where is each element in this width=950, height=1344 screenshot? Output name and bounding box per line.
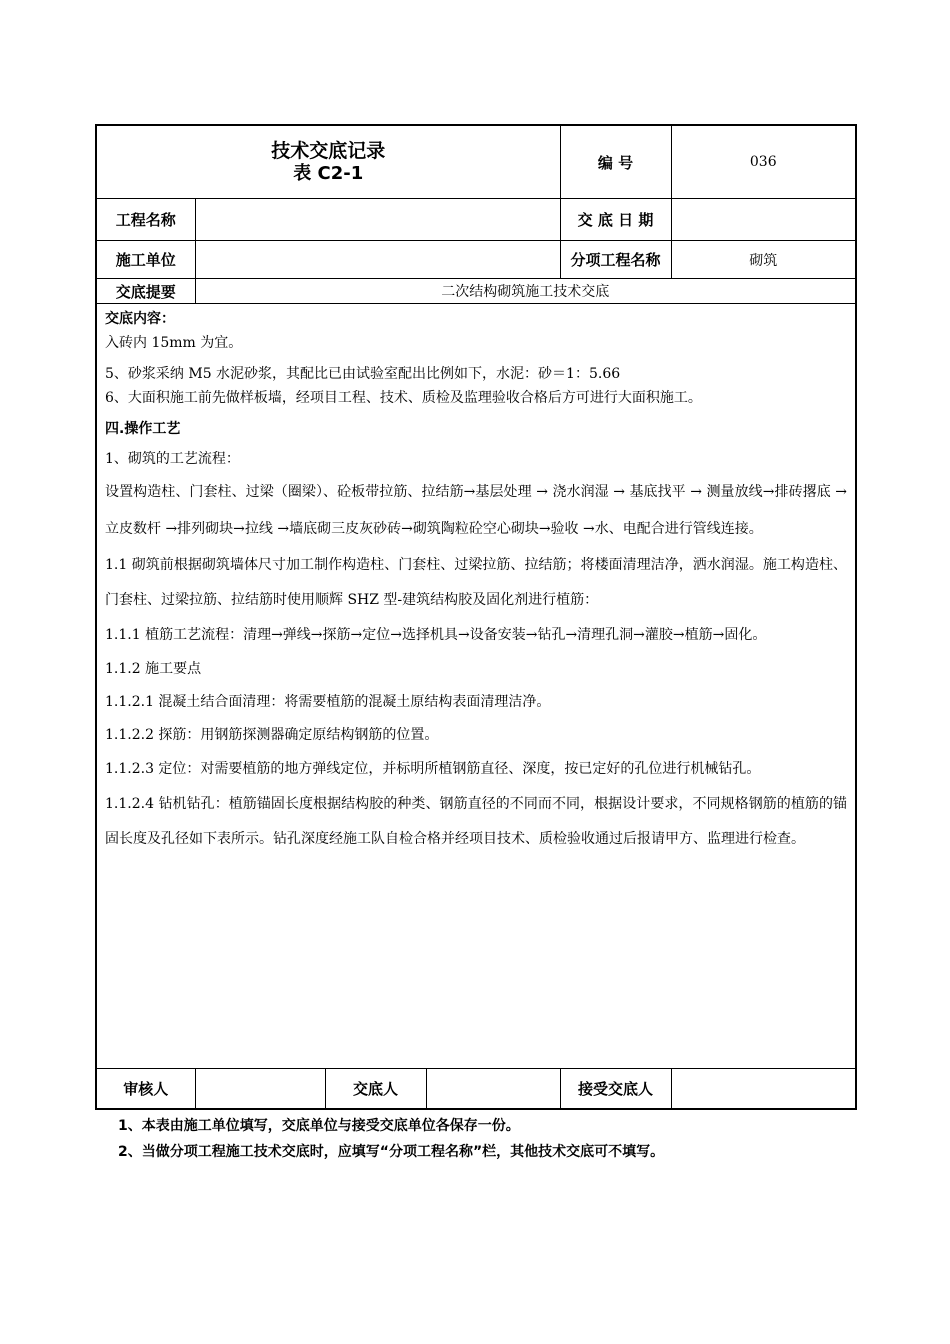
content-paragraph: 5、砂浆采纳 M5 水泥砂浆，其配比已由试验室配出比例如下，水泥：砂＝1：5.66 [105,366,621,382]
date-label: 交 底 日 期 [560,199,671,241]
reviewer-field[interactable] [195,1069,325,1109]
content-paragraph: 1.1.2.4 钻机钻孔：植筋锚固长度根据结构胶的种类、钢筋直径的不同而不同，根据设计要求，不同规格钢筋的植筋的锚固长度及孔径如下表所示。钻孔深度经施工队自检合格并经项目技术、质检验收通过后报请甲方、监理进行检查。 [105,796,848,847]
content-paragraph: 1.1.2.1 混凝土结合面清理：将需要植筋的混凝土原结构表面清理洁净。 [105,694,551,710]
receiver-label: 接受交底人 [560,1069,671,1109]
content-paragraph: 1.1.2.3 定位：对需要植筋的地方弹线定位，并标明所植钢筋直径、深度，按已定好的孔位进行机械钻孔。 [105,761,761,777]
content-cell[interactable] [96,304,856,1069]
content-paragraph: 设置构造柱、门套柱、过梁（圈梁）、砼板带拉筋、拉结筋→基层处理 → 浇水润湿 → 基底找平 → 测量放线→排砖撂底 → 立皮数杆 →排列砌块→拉线 →墙底砌三皮灰砂砖→砌筑陶粒砼空心砌块→验收 →水、电配合进行管线连接。 [105,484,848,537]
reviewer-label: 审核人 [96,1069,195,1109]
form-code: 表 C2-1 [293,163,364,184]
number-label: 编 号 [560,125,671,199]
content-paragraph: 1.1 砌筑前根据砌筑墙体尺寸加工制作构造柱、门套柱、过梁拉筋、拉结筋；将楼面清理洁净，洒水润湿。施工构造柱、门套柱、过梁拉筋、拉结筋时使用顺辉 SHZ 型-建筑结构胶及固化剂进行植筋： [105,557,848,608]
form-title: 技术交底记录 [271,140,386,162]
construction-unit-label: 施工单位 [96,241,195,279]
content-paragraph: 1、砌筑的工艺流程： [105,451,240,467]
footnote: 1、本表由施工单位填写，交底单位与接受交底单位各保存一份。 [118,1118,520,1134]
summary-label: 交底提要 [96,279,195,304]
project-name-label: 工程名称 [96,199,195,241]
footnotes [118,1113,838,1165]
content-paragraph: 1.1.2.2 探筋：用钢筋探测器确定原结构钢筋的位置。 [105,727,439,743]
form-title-cell [96,125,560,199]
content-label: 交底内容： [105,311,175,327]
date-field[interactable] [671,199,856,241]
receiver-field[interactable] [671,1069,856,1109]
presenter-field[interactable] [426,1069,560,1109]
sub-project-field[interactable]: 砌筑 [671,241,856,279]
content-paragraph: 6、大面积施工前先做样板墙，经项目工程、技术、质检及监理验收合格后方可进行大面积施工。 [105,390,702,406]
number-value[interactable]: 036 [671,125,856,199]
footnote: 2、当做分项工程施工技术交底时，应填写“分项工程名称”栏，其他技术交底可不填写。 [118,1144,665,1160]
section-heading: 四.操作工艺 [105,421,181,437]
summary-field[interactable]: 二次结构砌筑施工技术交底 [195,279,856,304]
construction-unit-field[interactable] [195,241,560,279]
content-paragraph: 1.1.1 植筋工艺流程：清理→弹线→探筋→定位→选择机具→设备安装→钻孔→清理孔洞→灌胶→植筋→固化。 [105,627,767,643]
form-table [95,124,857,1110]
presenter-label: 交底人 [325,1069,426,1109]
content-paragraph: 入砖内 15mm 为宜。 [105,335,243,351]
technical-disclosure-form [95,124,855,1110]
sub-project-label: 分项工程名称 [560,241,671,279]
content-paragraph: 1.1.2 施工要点 [105,661,202,677]
project-name-field[interactable] [195,199,560,241]
